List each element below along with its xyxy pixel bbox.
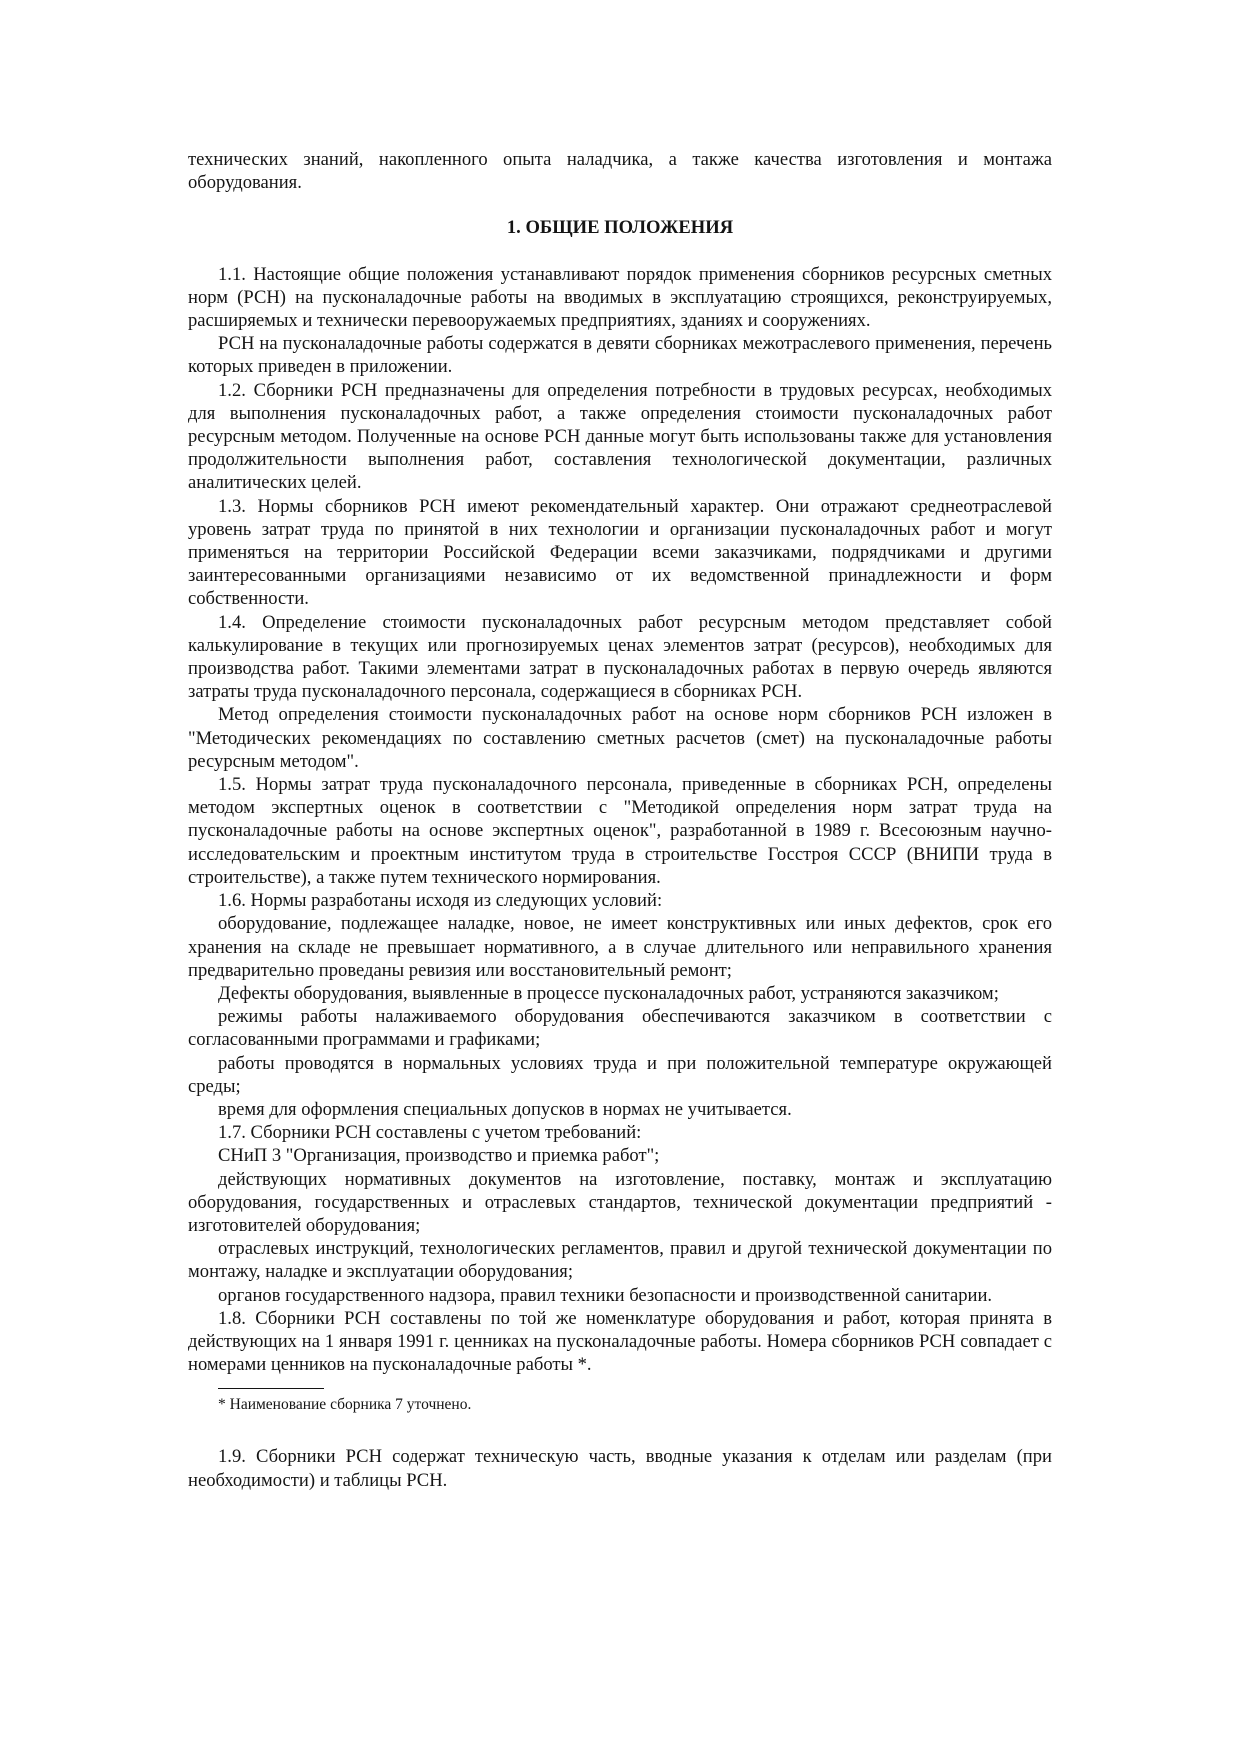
paragraph-1-2: 1.2. Сборники РСН предназначены для определения потребности в трудовых ресурсах, необходимых для выполнения пусконаладочных работ, а также определения стоимости пусконаладочных работ ресурсным методом. Полученные на основе РСН данные могут быть использованы также для установления продолжительности выполнения работ, составления технологической документации, различных аналитических целей.	[188, 379, 1052, 494]
requirement-normative-docs: действующих нормативных документов на изготовление, поставку, монтаж и эксплуатацию оборудования, государственных и отраслевых стандартов, технической документации предприятий - изготовителей оборудования;	[188, 1168, 1052, 1236]
paragraph-1-3: 1.3. Нормы сборников РСН имеют рекомендательный характер. Они отражают среднеотраслевой уровень затрат труда по принятой в них технологии и организации пусконаладочных работ и могут применяться на территории Российской Федерации всеми заказчиками, подрядчиками и другими заинтересованными организациями независимо от их ведомственной принадлежности и форм собственности.	[188, 495, 1052, 610]
requirement-state-supervision: органов государственного надзора, правил техники безопасности и производственной санитарии.	[218, 1284, 993, 1306]
intro-continuation: технических знаний, накопленного опыта наладчика, а также качества изготовления и монтажа оборудования.	[188, 149, 1052, 194]
paragraph-1-7: 1.7. Сборники РСН составлены с учетом требований:	[218, 1122, 642, 1144]
paragraph-1-6: 1.6. Нормы разработаны исходя из следующих условий:	[218, 890, 663, 912]
condition-equipment-new: оборудование, подлежащее наладке, новое, не имеет конструктивных или иных дефектов, срок его хранения на складе не превышает нормативного, а в случае длительного или неправильного хранения предварительно проведаны ревизия или восстановительный ремонт;	[188, 913, 1052, 981]
section-heading: 1. ОБЩИЕ ПОЛОЖЕНИЯ	[506, 217, 734, 239]
condition-defects: Дефекты оборудования, выявленные в процессе пусконаладочных работ, устраняются заказчиком;	[218, 982, 999, 1004]
condition-special-permits: время для оформления специальных допусков в нормах не учитывается.	[218, 1098, 792, 1120]
condition-normal-work: работы проводятся в нормальных условиях труда и при положительной температуре окружающей среды;	[188, 1052, 1052, 1097]
document-page	[188, 148, 1052, 1492]
paragraph-rsn-collections: РСН на пусконаладочные работы содержатся в девяти сборниках межотраслевого применения, перечень которых приведен в приложении.	[188, 333, 1052, 378]
paragraph-1-4: 1.4. Определение стоимости пусконаладочных работ ресурсным методом представляет собой калькулирование в текущих или прогнозируемых ценах элементов затрат (ресурсов), необходимых для производства работ. Такими элементами затрат в пусконаладочных работах в первую очередь являются затраты труда пусконаладочного персонала, содержащиеся в сборниках РСН.	[188, 611, 1052, 703]
footnote: * Наименование сборника 7 уточнено.	[218, 1396, 472, 1414]
paragraph-1-1: 1.1. Настоящие общие положения устанавливают порядок применения сборников ресурсных сметных норм (РСН) на пусконаладочные работы на вводимых в эксплуатацию строящихся, реконструируемых, расширяемых и технически перевооружаемых предприятиях, зданиях и сооружениях.	[188, 263, 1052, 332]
paragraph-1-8: 1.8. Сборники РСН составлены по той же номенклатуре оборудования и работ, которая принята в действующих на 1 января 1991 г. ценниках на пусконаладочные работы. Номера сборников РСН совпадает с номерами ценников на пусконаладочные работы *.	[188, 1307, 1052, 1376]
requirement-snip: СНиП 3 "Организация, производство и приемка работ";	[218, 1145, 660, 1167]
paragraph-1-9: 1.9. Сборники РСН содержат техническую часть, вводные указания к отделам или разделам (при необходимости) и таблицы РСН.	[188, 1446, 1052, 1491]
requirement-industry-instructions: отраслевых инструкций, технологических регламентов, правил и другой технической документации по монтажу, наладке и эксплуатации оборудования;	[188, 1238, 1052, 1283]
paragraph-1-5: 1.5. Нормы затрат труда пусконаладочного персонала, приведенные в сборниках РСН, определены методом экспертных оценок в соответствии с "Методикой определения норм затрат труда на пусконаладочные работы на основе экспертных оценок", разработанной в 1989 г. Всесоюзным научно-исследовательским и проектным институтом труда в строительстве Госстроя СССР (ВНИПИ труда в строительстве), а также путем технического нормирования.	[188, 774, 1052, 888]
paragraph-method: Метод определения стоимости пусконаладочных работ на основе норм сборников РСН изложен в "Методических рекомендациях по составлению сметных расчетов (смет) на пусконаладочные работы ресурсным методом".	[188, 704, 1052, 772]
footnote-divider	[218, 1388, 324, 1389]
condition-modes: режимы работы налаживаемого оборудования обеспечиваются заказчиком в соответствии с согласованными программами и графиками;	[188, 1006, 1052, 1051]
